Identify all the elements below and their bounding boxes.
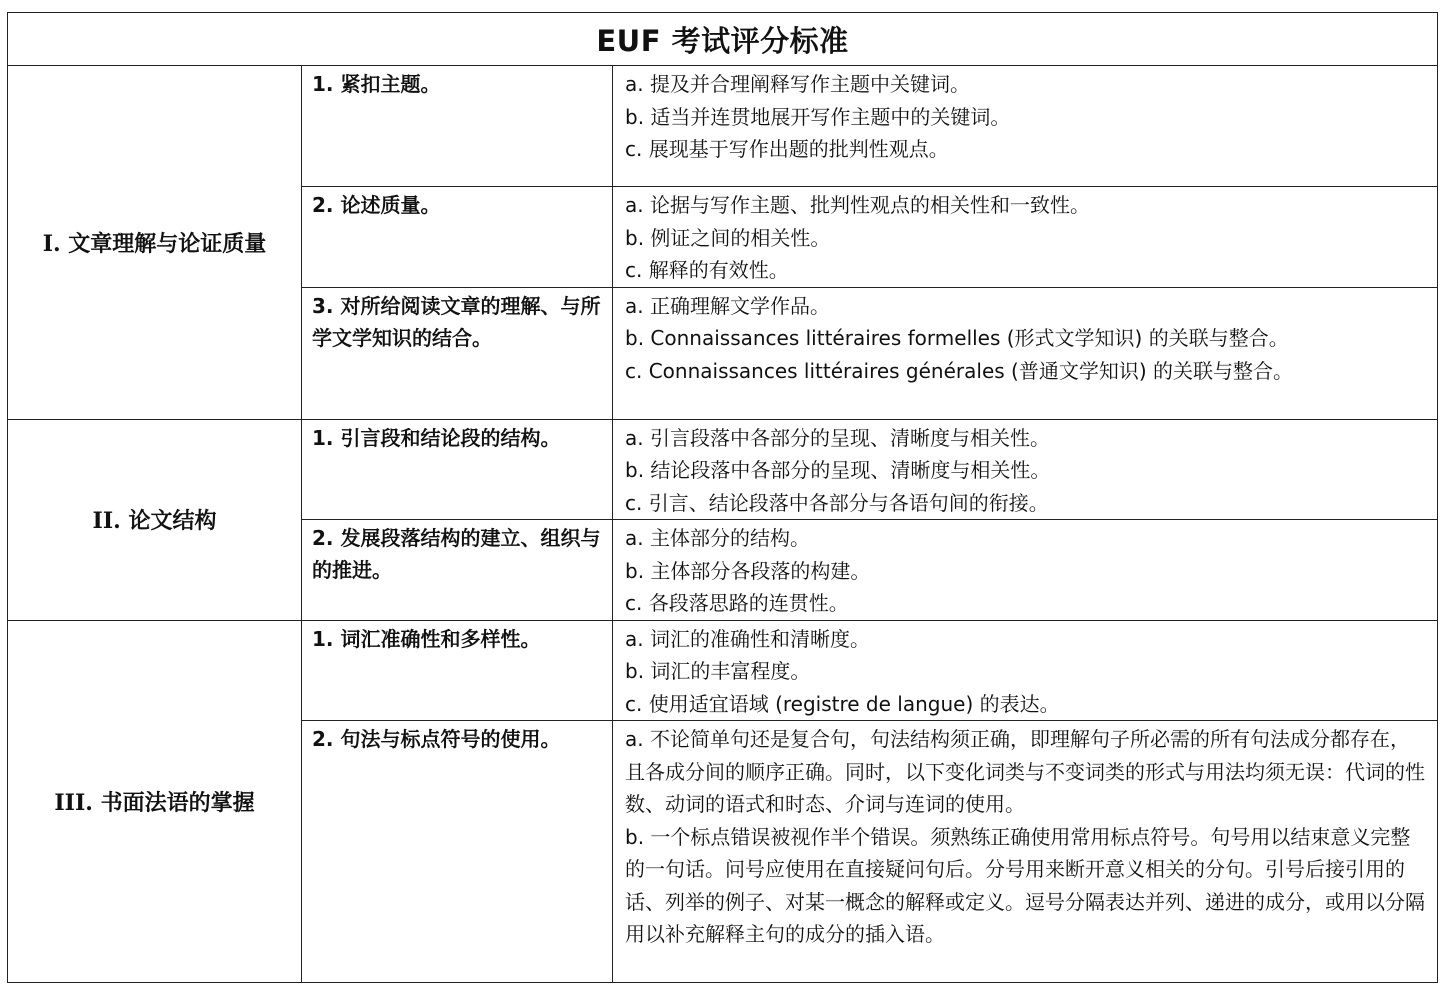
criterion-label: 1. 紧扣主题。 — [302, 66, 613, 187]
description-item: b. 适当并连贯地展开写作主题中的关键词。 — [625, 104, 1011, 129]
rubric-table — [7, 12, 1438, 983]
criterion-description — [613, 721, 1438, 983]
table-row — [8, 620, 1438, 721]
section-label-3: III. 书面法语的掌握 — [8, 620, 302, 983]
description-item: c. 引言、结论段落中各部分与各语句间的衔接。 — [625, 490, 1049, 515]
description-item: b. 例证之间的相关性。 — [625, 225, 831, 250]
description-item: c. 使用适宜语域 (registre de langue) 的表达。 — [625, 691, 1060, 716]
description-item: b. Connaissances littéraires formelles (形式文学知识) 的关联与整合。 — [625, 326, 1289, 350]
criterion-label: 1. 词汇准确性和多样性。 — [302, 620, 613, 721]
description-item: b. 词汇的丰富程度。 — [625, 659, 811, 683]
description-item: c. 解释的有效性。 — [625, 258, 789, 282]
description-item: a. 正确理解文学作品。 — [625, 293, 830, 318]
description-item: b. 结论段落中各部分的呈现、清晰度与相关性。 — [625, 458, 1051, 482]
criterion-description — [613, 187, 1438, 288]
table-title: EUF 考试评分标准 — [8, 13, 1438, 66]
title-row — [8, 13, 1438, 66]
section-label-1: I. 文章理解与论证质量 — [8, 66, 302, 420]
section-label-2: II. 论文结构 — [8, 419, 302, 620]
criterion-label: 2. 句法与标点符号的使用。 — [302, 721, 613, 983]
description-item: b. 一个标点错误被视作半个错误。须熟练正确使用常用标点符号。句号用以结束意义完整的一句话。问号应使用在直接疑问句后。分号用来断开意义相关的分句。引号后接引用的话、列举的例子、对某一概念的解释或定义。逗号分隔表达并列、递进的成分，或用以分隔用以补充解释主句的成分的插入语。 — [625, 824, 1425, 946]
criterion-description — [613, 520, 1438, 621]
description-item: c. 展现基于写作出题的批判性观点。 — [625, 137, 949, 161]
criterion-description — [613, 419, 1438, 520]
description-item: a. 主体部分的结构。 — [625, 526, 810, 550]
criterion-description — [613, 66, 1438, 187]
criterion-label: 3. 对所给阅读文章的理解、与所学文学知识的结合。 — [302, 287, 613, 419]
rubric-document — [7, 12, 1437, 983]
description-item: a. 不论简单句还是复合句，句法结构须正确，即理解句子所必需的所有句法成分都存在，且各成分间的顺序正确。同时，以下变化词类与不变词类的形式与用法均须无误：代词的性数、动词的语式和时态、介词与连词的使用。 — [625, 727, 1425, 816]
description-item: a. 论据与写作主题、批判性观点的相关性和一致性。 — [625, 193, 1090, 217]
criterion-label: 2. 论述质量。 — [302, 187, 613, 288]
description-item: b. 主体部分各段落的构建。 — [625, 558, 871, 583]
description-item: a. 提及并合理阐释写作主题中关键词。 — [625, 72, 970, 96]
description-item: a. 词汇的准确性和清晰度。 — [625, 626, 870, 651]
description-item: c. Connaissances littéraires générales (普通文学知识) 的关联与整合。 — [625, 358, 1293, 383]
description-item: c. 各段落思路的连贯性。 — [625, 591, 849, 615]
criterion-description — [613, 287, 1438, 419]
criterion-description — [613, 620, 1438, 721]
table-row — [8, 66, 1438, 187]
criterion-label: 2. 发展段落结构的建立、组织与的推进。 — [302, 520, 613, 621]
criterion-label: 1. 引言段和结论段的结构。 — [302, 419, 613, 520]
table-row — [8, 419, 1438, 520]
description-item: a. 引言段落中各部分的呈现、清晰度与相关性。 — [625, 425, 1050, 450]
